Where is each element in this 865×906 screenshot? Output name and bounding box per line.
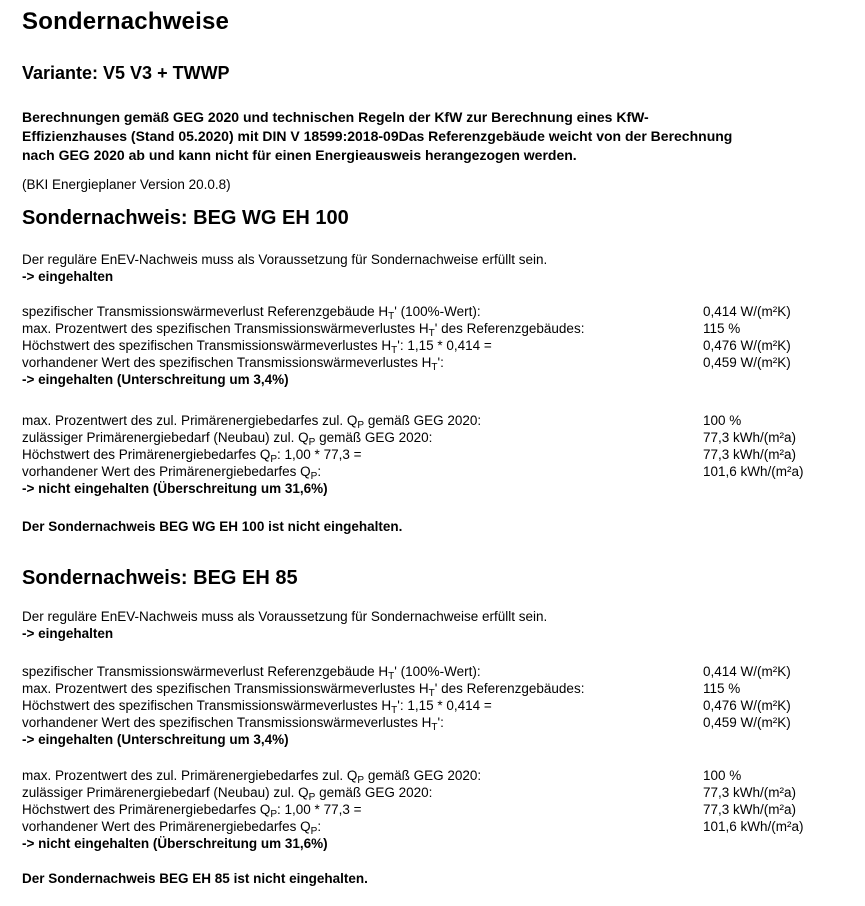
spec-label: spezifischer Transmissionswärmeverlust Referenzgebäude $H_T'$ (100%-Wert): [22, 664, 481, 682]
table-row [22, 303, 840, 320]
spec-label: max. Prozentwert des spezifischen Transmissionswärmeverlustes $H_T'$ des Referenzgebäudes: [22, 321, 585, 339]
spec-value: 77,3 kWh/(m²a) [703, 802, 797, 817]
transmission-loss-block [22, 663, 840, 748]
spec-label: max. Prozentwert des zul. Primärenergiebedarfes zul. $Q_P$ gemäß GEG 2020: [22, 768, 482, 786]
spec-label: max. Prozentwert des zul. Primärenergiebedarfes zul. $Q_P$ gemäß GEG 2020: [22, 413, 482, 431]
spec-value: 100 % [703, 413, 742, 428]
spec-label: vorhandener Wert des Primärenergiebedarfes $Q_P$: [22, 819, 322, 837]
spec-label: Höchstwert des spezifischen Transmissionswärmeverlustes $H_T'$: 1,15 * 0,414 = [22, 698, 492, 716]
spec-label: Höchstwert des spezifischen Transmissionswärmeverlustes $H_T'$: 1,15 * 0,414 = [22, 338, 492, 356]
transmission-result: -> eingehalten (Unterschreitung um 3,4%) [22, 732, 289, 747]
primary-energy-block [22, 412, 840, 497]
prerequisite-block [22, 251, 840, 285]
intro-line: Berechnungen gemäß GEG 2020 und technischen Regeln der KfW zur Berechnung eines KfW- [22, 109, 649, 125]
table-row [22, 663, 840, 680]
spec-label: vorhandener Wert des Primärenergiebedarfes $Q_P$: [22, 464, 322, 482]
spec-value: 0,459 W/(m²K) [703, 355, 791, 370]
table-row [22, 412, 840, 429]
spec-value: 0,476 W/(m²K) [703, 698, 791, 713]
spec-value: 0,459 W/(m²K) [703, 715, 791, 730]
software-version-note: (BKI Energieplaner Version 20.0.8) [22, 177, 231, 192]
prerequisite-result: -> eingehalten [22, 269, 114, 284]
intro-line: nach GEG 2020 ab und kann nicht für einen Energieausweis herangezogen werden. [22, 147, 577, 163]
spec-label: max. Prozentwert des spezifischen Transmissionswärmeverlustes $H_T'$ des Referenzgebäudes: [22, 681, 585, 699]
spec-value: 0,476 W/(m²K) [703, 338, 791, 353]
spec-label: zulässiger Primärenergiebedarf (Neubau) zul. $Q_P$ gemäß GEG 2020: [22, 430, 433, 448]
spec-label: Höchstwert des Primärenergiebedarfes $Q_P$: 1,00 * 77,3 = [22, 447, 362, 465]
table-row [22, 463, 840, 480]
prerequisite-text: Der reguläre EnEV-Nachweis muss als Voraussetzung für Sondernachweise erfüllt sein. [22, 252, 548, 267]
intro-paragraph [22, 108, 840, 165]
spec-value: 77,3 kWh/(m²a) [703, 430, 797, 445]
section-conclusion: Der Sondernachweis BEG WG EH 100 ist nicht eingehalten. [22, 519, 403, 534]
spec-value: 77,3 kWh/(m²a) [703, 447, 797, 462]
table-row [22, 320, 840, 337]
transmission-loss-block [22, 303, 840, 388]
table-row [22, 429, 840, 446]
spec-label: Höchstwert des Primärenergiebedarfes $Q_P$: 1,00 * 77,3 = [22, 802, 362, 820]
spec-label: spezifischer Transmissionswärmeverlust Referenzgebäude $H_T'$ (100%-Wert): [22, 304, 481, 322]
page-title: Sondernachweise [22, 8, 230, 35]
table-row [22, 801, 840, 818]
transmission-result: -> eingehalten (Unterschreitung um 3,4%) [22, 372, 289, 387]
spec-label: zulässiger Primärenergiebedarf (Neubau) zul. $Q_P$ gemäß GEG 2020: [22, 785, 433, 803]
spec-value: 77,3 kWh/(m²a) [703, 785, 797, 800]
spec-value: 100 % [703, 768, 742, 783]
spec-label: vorhandener Wert des spezifischen Transmissionswärmeverlustes $H_T'$: [22, 715, 444, 733]
primary-energy-block [22, 767, 840, 852]
table-row [22, 697, 840, 714]
table-row [22, 680, 840, 697]
prerequisite-block [22, 608, 840, 642]
variant-heading: Variante: V5 V3 + TWWP [22, 63, 230, 83]
spec-value: 0,414 W/(m²K) [703, 304, 791, 319]
table-row [22, 354, 840, 371]
prerequisite-result: -> eingehalten [22, 626, 114, 641]
table-row [22, 818, 840, 835]
table-row [22, 714, 840, 731]
table-row [22, 784, 840, 801]
table-row [22, 337, 840, 354]
primary-energy-result: -> nicht eingehalten (Überschreitung um 31,6%) [22, 481, 328, 496]
spec-value: 115 % [703, 681, 741, 696]
prerequisite-text: Der reguläre EnEV-Nachweis muss als Voraussetzung für Sondernachweise erfüllt sein. [22, 609, 548, 624]
section-heading-beg-eh-85: Sondernachweis: BEG EH 85 [22, 567, 298, 589]
table-row [22, 446, 840, 463]
section-heading-beg-wg-eh-100: Sondernachweis: BEG WG EH 100 [22, 207, 349, 229]
spec-value: 0,414 W/(m²K) [703, 664, 791, 679]
section-conclusion: Der Sondernachweis BEG EH 85 ist nicht eingehalten. [22, 871, 368, 886]
spec-value: 101,6 kWh/(m²a) [703, 464, 804, 479]
intro-line: Effizienzhauses (Stand 05.2020) mit DIN V 18599:2018-09Das Referenzgebäude weicht von der Berechnung [22, 128, 733, 144]
spec-label: vorhandener Wert des spezifischen Transmissionswärmeverlustes $H_T'$: [22, 355, 444, 373]
primary-energy-result: -> nicht eingehalten (Überschreitung um 31,6%) [22, 836, 328, 851]
spec-value: 101,6 kWh/(m²a) [703, 819, 804, 834]
table-row [22, 767, 840, 784]
spec-value: 115 % [703, 321, 741, 336]
